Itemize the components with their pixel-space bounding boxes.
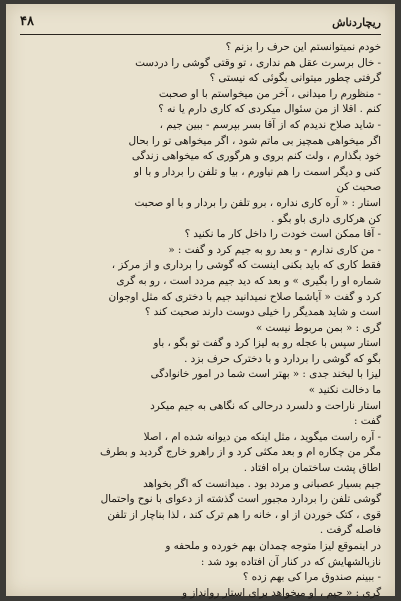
running-title: ریچاردناش xyxy=(332,16,381,29)
text-line: ما دخالت نکنید » xyxy=(308,384,381,397)
text-line: کن هرکاری داری باو بگو . xyxy=(271,212,381,225)
text-line: نازبالشهایش که در کنار آن افتاده بود شد : xyxy=(200,555,381,568)
text-line: - منظورم را میدانی ، آخر من میخواستم با او صحبت xyxy=(158,87,381,100)
text-line: بگو که گوشی را بردارد و با دخترک حرف بزد . xyxy=(184,352,381,365)
text-line: صحبت کن xyxy=(336,181,381,194)
text-line: - شاید صلاح ندیدم که از آقا بسر بپرسم - ببین جیم ، xyxy=(159,118,381,131)
text-line: کنی و دیگر اسمت را هم نیاورم ، بیا و تلفن را بردار و با او xyxy=(134,165,381,178)
text-line: در اینموقع لیزا متوجه چمدان بهم خورده و ملحفه و xyxy=(165,540,381,552)
text-line: استار سپس با عجله رو به لیزا کرد و گفت تو بگو ، باو xyxy=(153,337,381,350)
text-line: فاصله گرفت . xyxy=(319,524,381,537)
text-line: گفت : xyxy=(354,415,381,428)
text-line: - خال برسرت عقل هم نداری ، تو وقتی گوشی را دردست xyxy=(135,56,381,69)
text-line: گری : « بمن مربوط نیست » xyxy=(255,321,381,334)
text-line: کنم . اقلا از من سئوال میکردی که کاری دارم یا نه ؟ xyxy=(158,103,381,116)
text-line: استار ناراحت و دلسرد درحالی که نگاهی به جیم میکرد xyxy=(150,399,381,412)
page-number: ۴۸ xyxy=(20,14,34,29)
text-line: قوی ، کتک خوردن از او ، خانه را هم ترک کند ، لذا بناچار از تلفن xyxy=(107,508,381,521)
page-header xyxy=(20,14,381,35)
book-page xyxy=(6,4,395,599)
text-line: اطاق پشت ساختمان براه افتاد . xyxy=(243,462,381,475)
text-line: - آره راست میگوید ، مثل اینکه من دیوانه شده ام ، اصلا xyxy=(143,430,381,443)
page-body-text xyxy=(20,40,381,599)
text-line: - من کاری ندارم - و بعد رو به جیم کرد و گفت : « xyxy=(168,243,381,256)
text-line: - آقا ممکن است خودت را داخل کار ما نکنید ؟ xyxy=(184,228,381,241)
text-line: جیم بسیار عصبانی و مردد بود . میدانست که اگر بخواهد xyxy=(143,477,381,490)
text-line: کرد و گفت « آیاشما صلاح نمیدانید جیم با دختری که مثل اوجوان xyxy=(108,290,381,303)
text-line: خودم نمیتوانستم این حرف را بزنم ؟ xyxy=(225,41,381,53)
text-line: خود بگذارم ، ولت کنم بروی و هرگوری که میخواهی زندگی xyxy=(131,150,381,163)
text-line: اگر میخواهی همچیز بی ماتم شود ، اگر میخواهی تو را بحال xyxy=(128,134,381,147)
text-line: است و شاید همدیگر را خیلی دوست دارند صحبت کند ؟ xyxy=(144,306,381,319)
text-line: - ببینم صندوق مرا کی بهم زده ؟ xyxy=(242,571,381,584)
text-line: گرفتی چطور میتوانی بگوئی که نیستی ؟ xyxy=(209,72,381,85)
text-line: گوشی تلفن را بردارد مجبور است گذشته از دعوای با نوح واحتمال xyxy=(100,493,381,506)
text-line: شماره او را بگیری » و بعد که دید جیم مردد است ، رو به گری xyxy=(116,274,381,287)
text-line: لیزا با لبخند جدی : « بهتر است شما در امور خانوادگی xyxy=(150,368,381,381)
text-line: استار : « آره کاری نداره ، برو تلفن را بردار و با او صحبت xyxy=(134,196,381,209)
text-line: گری : « جیم ، او میخواهد برای استار روانداز و xyxy=(182,586,381,599)
text-line: فقط کاری که باید بکنی اینست که گوشی را برداری و از مرکز ، xyxy=(111,259,381,272)
text-line: مگر من چکاره ام و بعد مکثی کرد و از راهرو خارج گردید و بطرف xyxy=(99,446,381,459)
